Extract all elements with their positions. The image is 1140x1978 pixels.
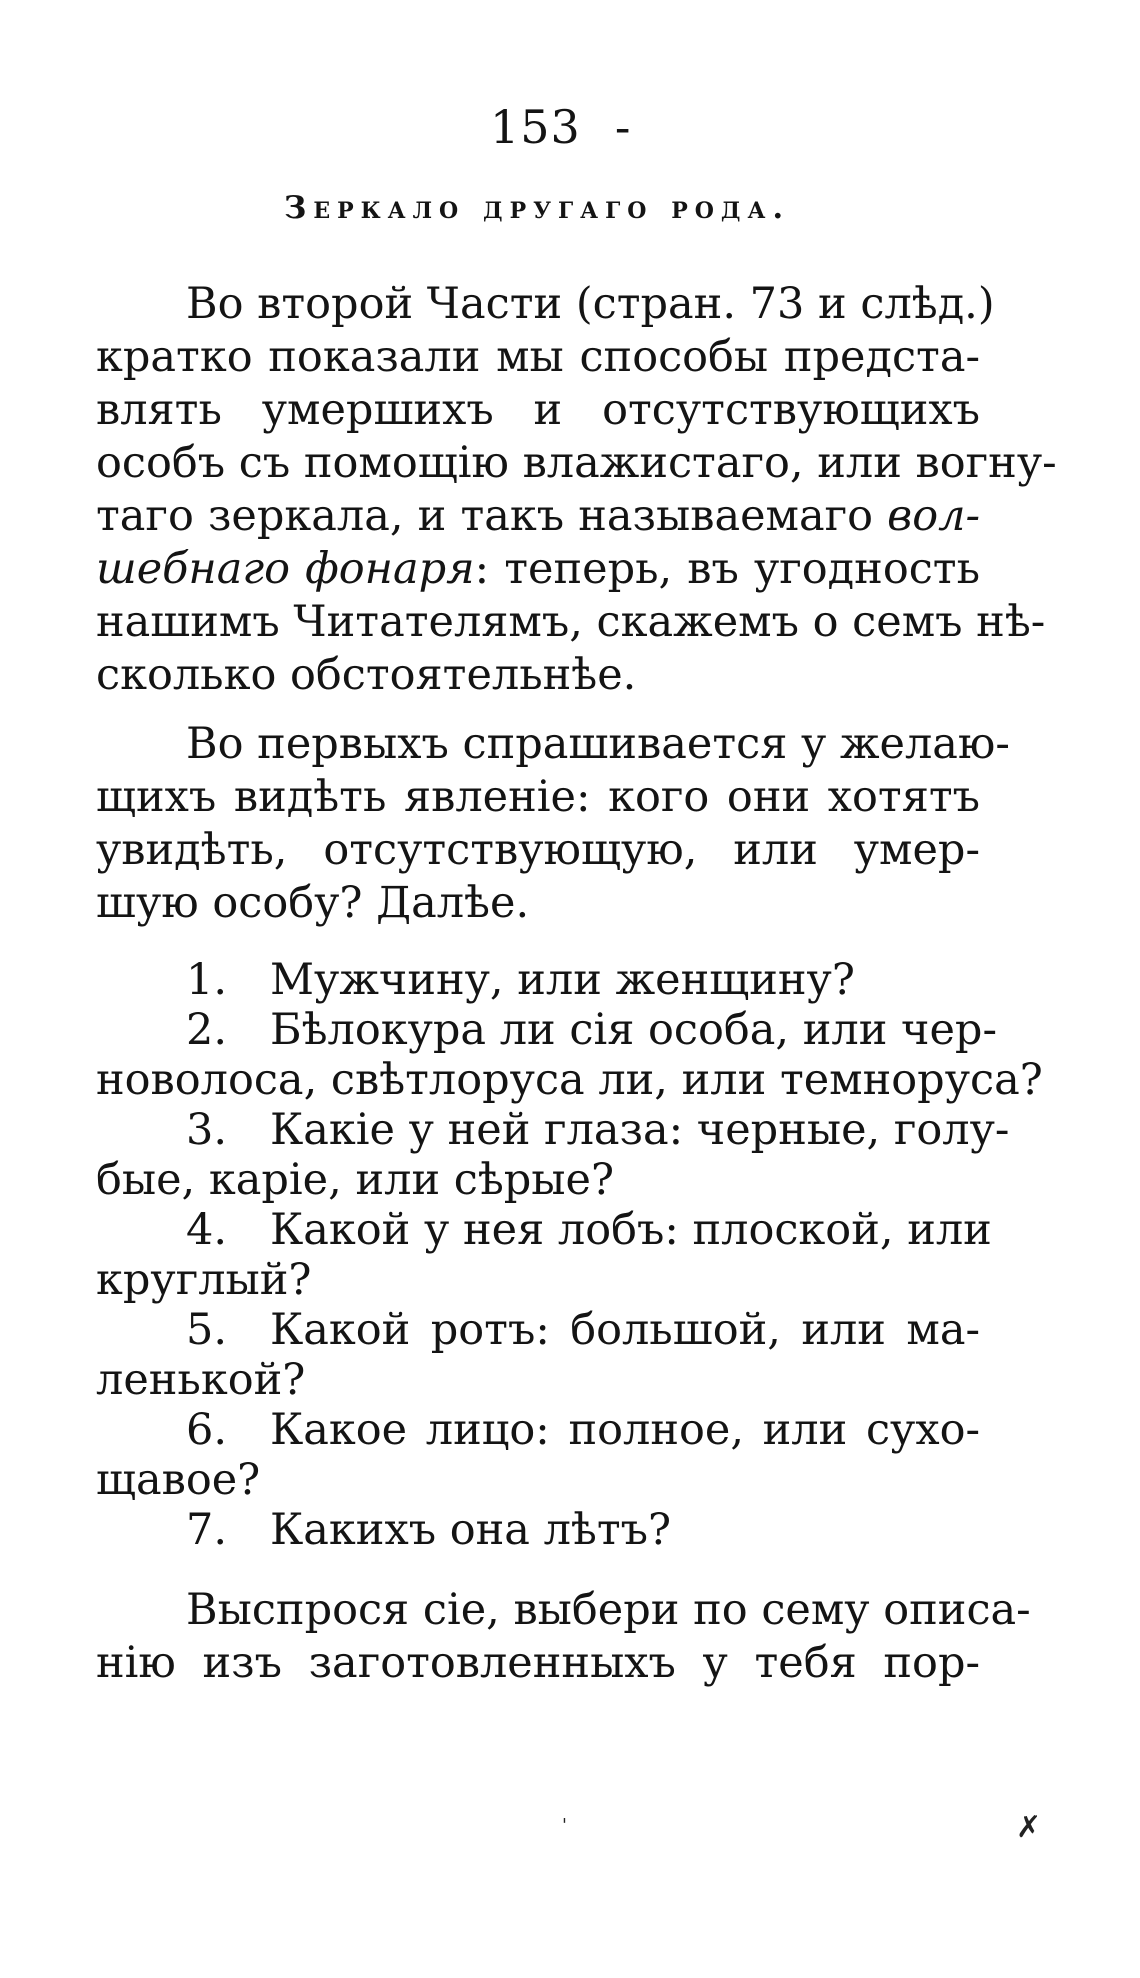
paragraph-line: особъ съ помощію влажистаго, или вогну- <box>96 438 1057 488</box>
section-title: Зеркало другаго рода. <box>284 190 791 226</box>
paragraph-line: шую особу? Далѣе. <box>96 878 530 928</box>
paragraph-line <box>96 543 980 595</box>
list-item-text: Какой у нея лобъ: плоской, или <box>270 1205 992 1255</box>
paragraph-line: Выспрося сіе, выбери по сему описа- <box>186 1585 1031 1635</box>
list-item-text: Бѣлокура ли сія особа, или чер- <box>270 1005 997 1055</box>
list-item-continuation: щавое? <box>96 1455 261 1505</box>
list-item-number: 7. <box>186 1505 228 1555</box>
paragraph-line: нашимъ Читателямъ, скажемъ о семъ нѣ- <box>96 597 1046 647</box>
paragraph-line: увидѣть, отсутствующую, или умер- <box>96 825 980 875</box>
ink-speck-mark: ✗ <box>1016 1810 1042 1845</box>
list-item-text: Какое лицо: полное, или сухо- <box>270 1405 980 1455</box>
list-item-number: 3. <box>186 1105 228 1155</box>
list-item <box>186 1104 1010 1156</box>
page-number-dash: - <box>614 100 632 154</box>
list-item-text: Мужчину, или женщину? <box>270 955 855 1005</box>
list-item-continuation: ленькой? <box>96 1355 306 1405</box>
page-number-value: 153 <box>490 100 581 154</box>
line-text: : теперь, въ угодность <box>474 544 980 594</box>
paragraph-line: Во первыхъ спрашивается у желаю- <box>186 719 1010 769</box>
ink-speck-mark: ' <box>562 1815 567 1836</box>
list-item-continuation: новолоса, свѣтлоруса ли, или темноруса? <box>96 1055 1043 1105</box>
list-item-number: 1. <box>186 955 228 1005</box>
list-item-text: Какой ротъ: большой, или ма- <box>270 1305 980 1355</box>
list-item <box>186 1004 997 1056</box>
paragraph-line: влять умершихъ и отсутствующихъ <box>96 385 980 435</box>
list-item-number: 4. <box>186 1205 228 1255</box>
line-text: таго зеркала, и такъ называемаго <box>96 491 874 541</box>
list-item-continuation: бые, каріе, или сѣрые? <box>96 1155 615 1205</box>
paragraph-line: кратко показали мы способы предста- <box>96 332 980 382</box>
paragraph-line <box>96 490 980 542</box>
list-item-text: Какіе у ней глаза: черные, голу- <box>270 1105 1010 1155</box>
list-item <box>186 1504 980 1556</box>
paragraph-line: нію изъ заготовленныхъ у тебя пор- <box>96 1638 980 1688</box>
italic-text: вол- <box>887 491 980 541</box>
list-item-number: 2. <box>186 1005 228 1055</box>
list-item <box>186 1204 992 1256</box>
list-item-number: 6. <box>186 1405 228 1455</box>
list-item <box>186 954 980 1006</box>
paragraph-line: Во второй Части (стран. 73 и слѣд.) <box>186 279 995 329</box>
page-number <box>490 100 631 154</box>
list-item <box>186 1304 980 1356</box>
list-item <box>186 1404 980 1456</box>
list-item-text: Какихъ она лѣтъ? <box>270 1505 672 1555</box>
paragraph-line: щихъ видѣть явленіе: кого они хотятъ <box>96 772 980 822</box>
italic-text: шебнаго фонаря <box>96 544 475 594</box>
list-item-continuation: круглый? <box>96 1255 312 1305</box>
paragraph-line: сколько обстоятельнѣе. <box>96 650 637 700</box>
list-item-number: 5. <box>186 1305 228 1355</box>
